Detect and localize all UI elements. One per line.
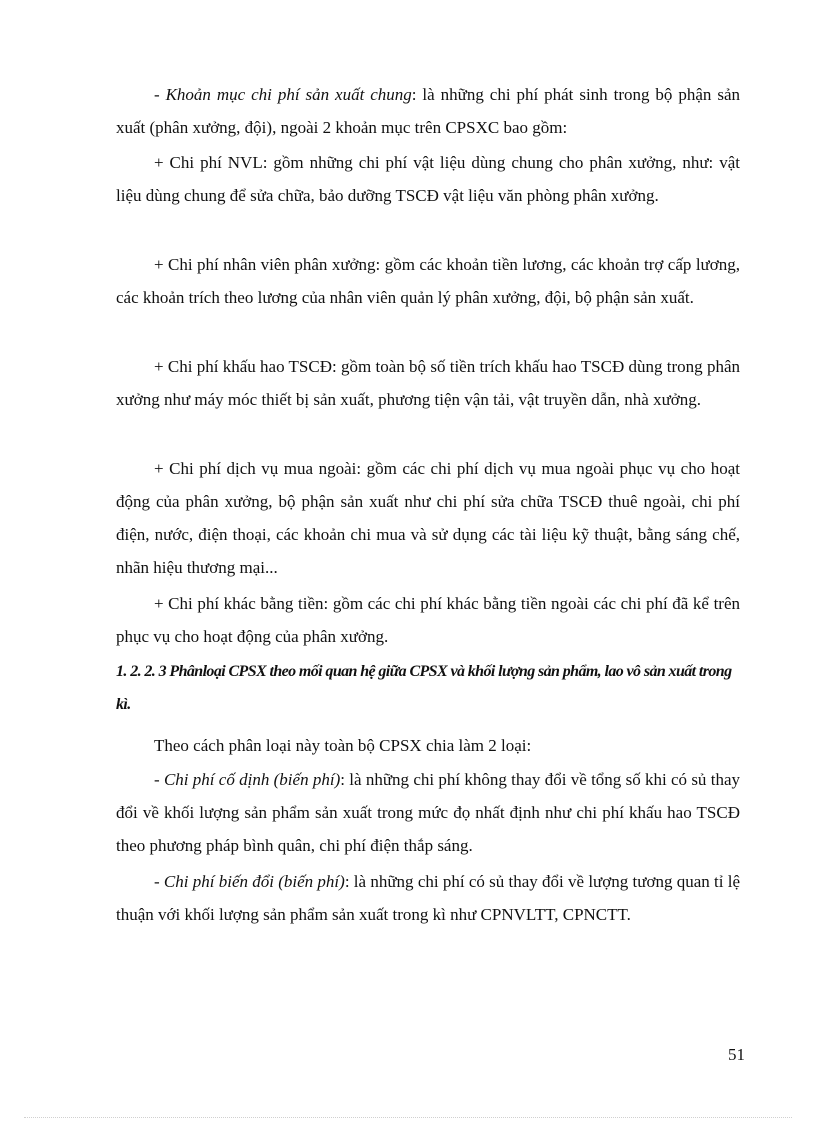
paragraph-material-cost: + Chi phí NVL: gồm những chi phí vật liệu dùng chung cho phân xưởng, như: vật liệu dùng chung để sửa chữa, bảo dưỡng TSCĐ vật liệu văn phòng phân xưởng. <box>116 153 740 205</box>
page-bottom-divider <box>24 1117 792 1118</box>
paragraph-variable-cost <box>116 865 740 931</box>
paragraph-other-cash-cost: + Chi phí khác bằng tiền: gồm các chi phí khác bằng tiền ngoài các chi phí đã kể trên phục vụ cho hoạt động của phân xưởng. <box>116 594 740 646</box>
paragraph-outsourced-service-cost: + Chi phí dịch vụ mua ngoài: gồm các chi phí dịch vụ mua ngoài phục vụ cho hoạt động của phân xưởng, bộ phận sản xuất như chi phí sửa chữa TSCĐ thuê ngoài, chi phí điện, nước, điện thoại, các khoản chi mua và sử dụng các tài liệu kỹ thuật, bằng sáng chế, nhãn hiệu thương mại... <box>116 459 740 577</box>
italic-term: - Khoản mục chi phí sản xuất chung <box>154 85 412 104</box>
paragraph-general-production-cost <box>116 78 740 144</box>
paragraph-fixed-cost <box>116 763 740 862</box>
section-heading: 1. 2. 2. 3 Phânloại CPSX theo mối quan hệ giữa CPSX và khối lượng sản phẩm, lao vô sản xuất trong kì. <box>116 663 732 713</box>
paragraph-depreciation-cost: + Chi phí khấu hao TSCĐ: gồm toàn bộ số tiền trích khấu hao TSCĐ dùng trong phân xưởng như máy móc thiết bị sản xuất, phương tiện vận tải, vật truyền dẫn, nhà xưởng. <box>116 357 740 409</box>
italic-term: - Chi phí biến đổi (biến phí) <box>154 872 345 891</box>
paragraph-text: : là những chi phí phát sinh trong bộ phận sản xuất (phân xưởng, đội), ngoài 2 khoản mục trên CPSXC bao gồm: <box>116 85 740 137</box>
page-number: 51 <box>728 1045 745 1064</box>
paragraph-text: : là những chi phí có sủ thay đổi về lượng tương quan tỉ lệ thuận với khối lượng sản phẩm sản xuất trong kì như CPNVLTT, CPNCTT. <box>116 872 740 924</box>
italic-term: - Chi phí cố dịnh (biến phí) <box>154 770 341 789</box>
paragraph-staff-cost: + Chi phí nhân viên phân xưởng: gồm các khoản tiền lương, các khoản trợ cấp lương, các khoản trích theo lương của nhân viên quản lý phân xưởng, đội, bộ phận sản xuất. <box>116 255 740 307</box>
paragraph-classification-intro: Theo cách phân loại này toàn bộ CPSX chia làm 2 loại: <box>154 736 532 755</box>
paragraph-text: : là những chi phí không thay đổi về tổng số khi có sủ thay đổi về khối lượng sản phẩm sản xuất trong mức đọ nhất định như chi phí khấu hao TSCĐ theo phương pháp bình quân, chi phí điện thắp sáng. <box>116 770 740 855</box>
